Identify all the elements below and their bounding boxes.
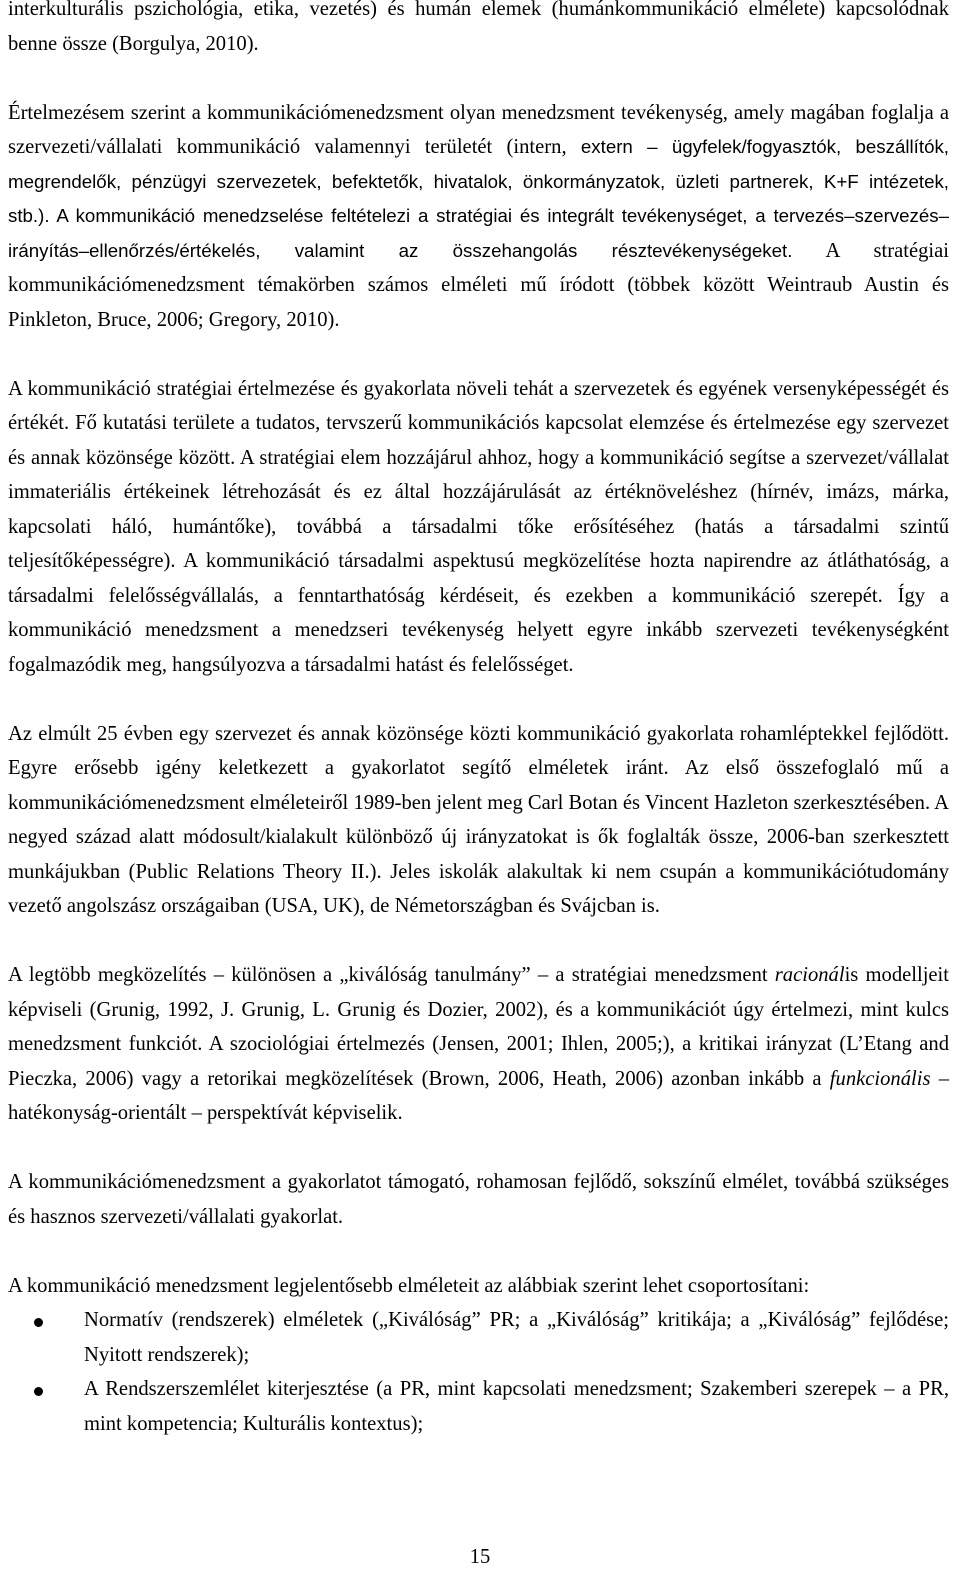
paragraph-5-text-b: is modelljeit képviseli (Grunig, 1992, J. Grunig, L. Grunig és Dozier, 2002), és a kommunikációt úgy értelmezi, mint kulcs menedzsment funkciót. A szociológiai értelmezés (Jensen, 2001; Ihlen, 2005;), a kritikai irányzat (L’Etang and Pieczka, 2006) vagy a retorikai megközelítések (Brown, 2006, Heath, 2006) azonban inkább a <box>8 964 950 1090</box>
bullet-item-text: Normatív (rendszerek) elméletek („Kiválóság” PR; a „Kiválóság” kritikája; a „Kiválóság” fejlődése; Nyitott rendszerek); <box>84 1309 949 1366</box>
paragraph-5-italic-racional: racionál <box>774 964 845 986</box>
paragraph-4-text: Az elmúlt 25 évben egy szervezet és annak közönsége közti kommunikáció gyakorlata rohamléptekkel fejlődött. Egyre erősebb igény keletkezett a gyakorlatot segítő elméletek iránt. Az első összefoglaló mű a kommunikációmenedzsment elméleteiről 1989-ben jelent meg Carl Botan és Vincent Hazleton szerkesztésében. A negyed század alatt módosult/kialakult különböző új irányzatokat is ők foglalták össze, 2006-ban szerkesztett munkájukban (Public Relations Theory II.). Jeles iskolák alakultak ki nem csupán a kommunikációtudomány vezető angolszász országaiban (USA, UK), de Németországban és Svájcban is. <box>8 722 949 917</box>
bullet-dot-icon <box>34 1387 43 1396</box>
paragraph-5-italic-funkcionalis: funkcionális <box>829 1067 931 1090</box>
paragraph-5-text-c: – hatékonyság-orientált – perspektívát képviselik. <box>8 1067 949 1124</box>
bullet-dot-icon <box>34 1318 43 1327</box>
paragraph-3-text: A kommunikáció stratégiai értelmezése és gyakorlata növeli tehát a szervezetek és egyének versenyképességét és értékét. Fő kutatási területe a tudatos, tervszerű kommunikációs kapcsolat elemzése és értelmezése egy szervezet és annak közönsége között. A stratégiai elem hozzájárul ahhoz, hogy a kommunikáció segítse a szervezet/vállalat immateriális értékeinek létrehozását és ez által hozzájárulását az értéknöveléshez (hírnév, imázs, márka, kapcsolati háló, humántőke), továbbá a társadalmi tőke erősítéséhez (hatás a társadalmi szintű teljesítőképességre). A kommunikáció társadalmi aspektusú megközelítése hozta napirendre az átláthatóság, a társadalmi felelősségvállalás, a fenntarthatóság kérdéseit, és ezekben a kommunikáció szerepét. Így a kommunikáció menedzsment a menedzseri tevékenység helyett egyre inkább szervezeti tevékenységként fogalmazódik meg, hangsúlyozva a társadalmi hatást és felelősséget. <box>8 377 949 676</box>
bullet-item-text: A Rendszerszemlélet kiterjesztése (a PR, mint kapcsolati menedzsment; Szakemberi szerepek – a PR, mint kompetencia; Kulturális kontextus); <box>84 1378 949 1435</box>
paragraph-5 <box>8 958 949 1131</box>
paragraph-2-text-a: Értelmezésem szerint a kommunikációmenedzsment olyan menedzsment tevékenység, amely magában foglalja a szervezeti/vállalati kommunikáció valamennyi területét (intern, <box>8 101 949 158</box>
paragraph-6 <box>8 1165 949 1234</box>
document-page <box>8 0 949 1441</box>
theory-bullet-list <box>8 1303 949 1441</box>
paragraph-6-text: A kommunikációmenedzsment a gyakorlatot támogató, rohamosan fejlődő, sokszínű elmélet, továbbá szükséges és hasznos szervezeti/vállalati gyakorlat. <box>8 1171 949 1228</box>
paragraph-5-text-a: A legtöbb megközelítés – különösen a „kiválóság tanulmány” – a stratégiai menedzsment <box>8 964 775 986</box>
bullet-item <box>8 1303 949 1372</box>
paragraph-7-text: A kommunikáció menedzsment legjelentősebb elméleteit az alábbiak szerint lehet csoportosítani: <box>8 1274 810 1297</box>
paragraph-2-text-b: A stratégiai kommunikációmenedzsment témakörben számos elméleti mű íródott (többek között Weintraub Austin és Pinkleton, Bruce, 2006; Gregory, 2010). <box>8 239 949 331</box>
paragraph-4 <box>8 717 949 924</box>
paragraph-2 <box>8 96 949 338</box>
paragraph-3 <box>8 372 949 683</box>
paragraph-1 <box>8 0 949 61</box>
paragraph-2-sans-text: extern – ügyfelek/fogyasztók, beszállítók, megrendelők, pénzügyi szervezetek, befektetők, hivatalok, önkormányzatok, üzleti partnerek, K+F intézetek, stb.). A kommunikáció menedzselése feltételezi a stratégiai és integrált tevékenységet, a tervezés–szervezés–irányítás–ellenőrzés/értékelés, valamint az összehangolás résztevékenységeket. <box>8 136 949 261</box>
bullet-item <box>8 1372 949 1441</box>
page-number: 15 <box>469 1546 491 1568</box>
paragraph-1-text: interkulturális pszichológia, etika, vezetés) és humán elemek (humánkommunikáció elmélete) kapcsolódnak benne össze (Borgulya, 2010). <box>8 0 949 55</box>
paragraph-7 <box>8 1269 949 1304</box>
